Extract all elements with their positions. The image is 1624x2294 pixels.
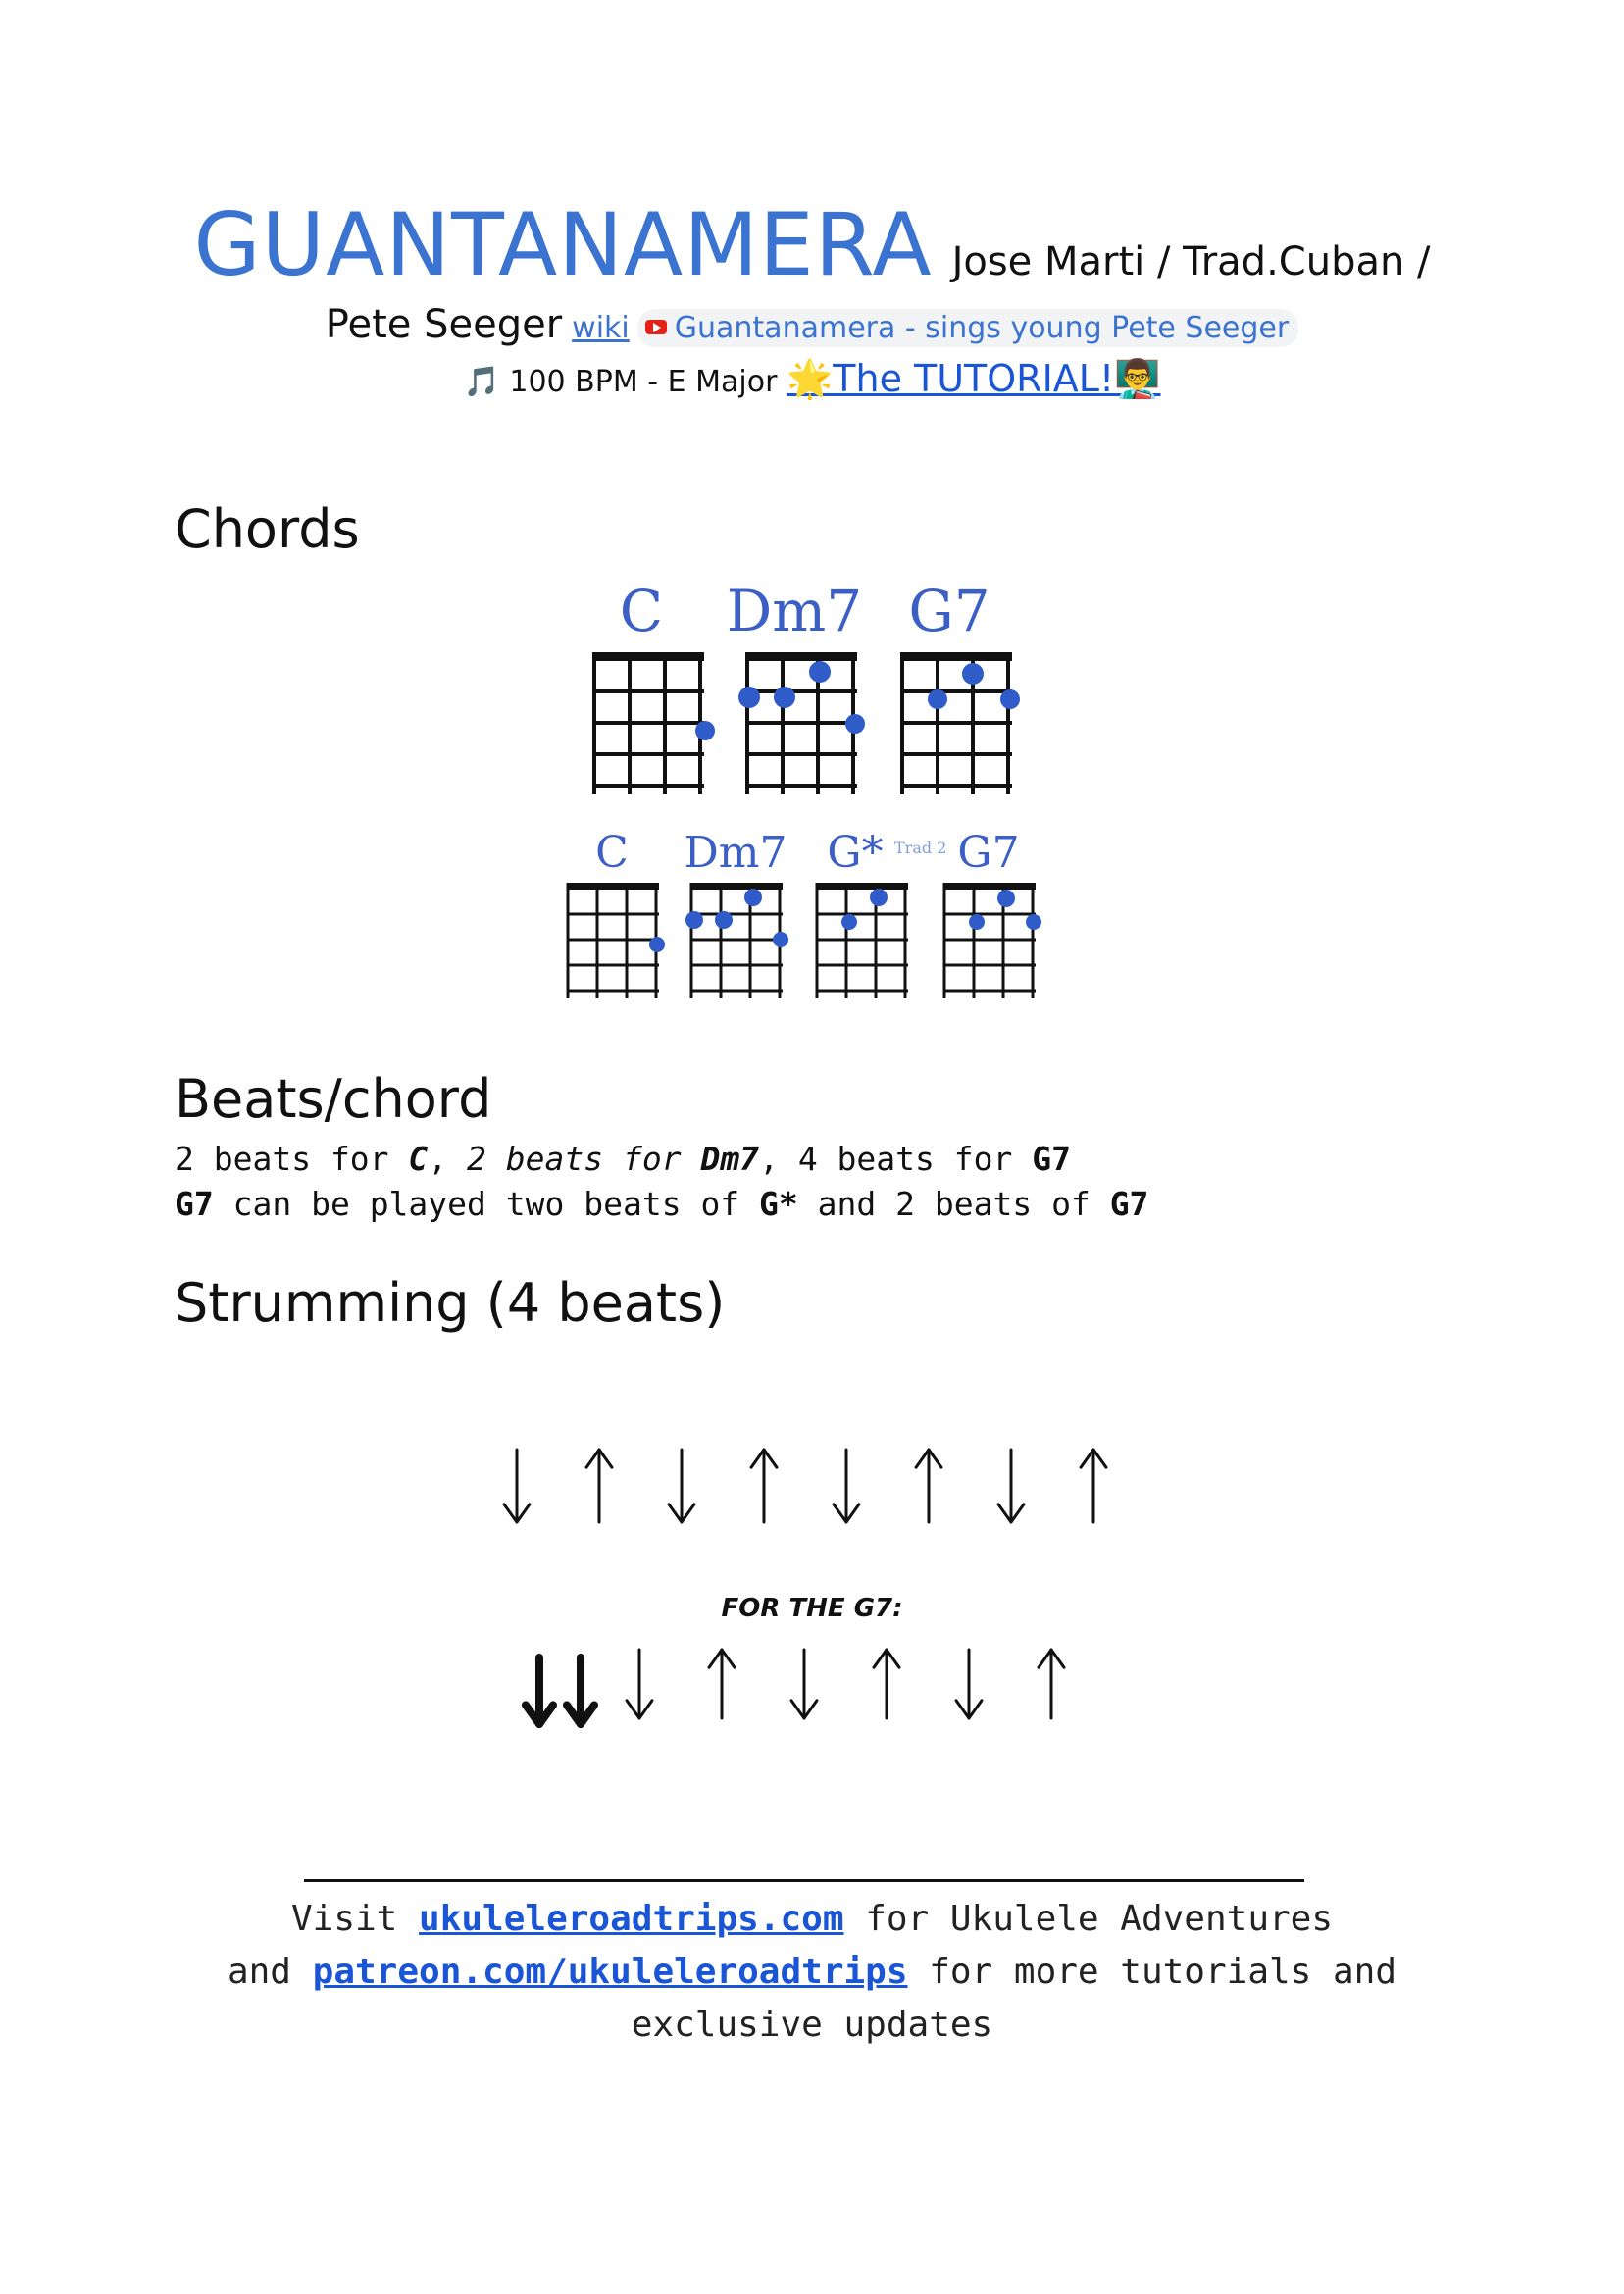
tempo-key: 🎵 100 BPM - E Major [463,365,778,399]
song-title: GUANTANAMERA [193,194,933,295]
down-arrow-icon [504,1450,530,1522]
beats-line-1 [175,1140,1071,1178]
down-arrow-icon [567,1657,594,1724]
chords-heading: Chords [175,498,360,560]
artist-name: Pete Seeger [325,302,563,347]
finger-dot [685,911,703,929]
chord-label: C [619,578,664,644]
footer [0,1893,1624,2052]
finger-dot [738,687,760,708]
beats-text-segment: G* [759,1185,798,1223]
chord-c-row2 [567,828,665,998]
beats-heading: Beats/chord [175,1068,492,1130]
beats-text-segment: G7 [175,1185,214,1223]
finger-dot [715,911,733,929]
finger-dot [841,914,857,930]
finger-dot [774,687,795,708]
footer-line-3: exclusive updates [631,2005,993,2045]
chord-label: G7 [957,828,1020,878]
footer-line-2 [0,1946,1624,1999]
wiki-link[interactable]: wiki [572,311,630,345]
strum-pattern-g7 [526,1650,1064,1724]
chord-diagrams [0,0,1624,1079]
beats-text-segment: C [408,1140,429,1178]
strumming-patterns [0,1373,1624,1765]
strum-pattern-main [504,1450,1106,1522]
song-artists: Jose Marti / Trad.Cuban / [951,239,1431,284]
beats-text-segment: , 4 beats for [759,1140,1033,1178]
beats-text-segment: can be played two beats of [213,1185,760,1223]
footer-text-2: for more tutorials and [907,1952,1397,1992]
finger-dot [744,889,762,906]
footer-visit: Visit [290,1899,420,1939]
beats-text-segment: 2 beats for [175,1140,409,1178]
chord-dm7-row2 [685,828,789,998]
finger-dot [962,663,984,685]
beats-text-segment: and 2 beats of [797,1185,1110,1223]
finger-dot [695,721,715,740]
finger-dot [845,714,865,734]
up-arrow-icon [916,1450,941,1522]
finger-dot [969,914,985,930]
up-arrow-icon [586,1450,612,1522]
beats-text-segment: Dm7 [700,1140,760,1178]
down-arrow-icon [998,1450,1024,1522]
finger-dot [773,932,788,947]
beats-text-segment: G7 [1109,1185,1149,1223]
chord-label: Dm7 [684,828,787,878]
site-link[interactable]: ukuleleroadtrips.com [419,1899,844,1939]
down-arrow-icon [956,1650,982,1718]
finger-dot [870,889,888,906]
beats-text-segment: 2 beats for [467,1140,701,1178]
up-arrow-icon [709,1650,735,1718]
chord-label: G* [827,828,884,878]
footer-divider [304,1879,1304,1882]
chord-gstar-row2 [816,828,946,998]
patreon-link[interactable]: patreon.com/ukuleleroadtrips [312,1952,908,1992]
beats-text-segment: G7 [1032,1140,1071,1178]
up-arrow-icon [751,1450,777,1522]
chord-label: G7 [908,578,990,644]
g7-pattern-label: FOR THE G7: [721,1594,903,1623]
chord-g7-row1 [900,578,1020,794]
finger-dot [649,937,665,952]
chord-label: Dm7 [726,578,863,644]
footer-and: and [227,1952,313,1992]
video-chip-label: Guantanamera - sings young Pete Seeger [674,311,1290,345]
down-arrow-icon [669,1450,694,1522]
footer-text-1: for Ukulele Adventures [843,1899,1334,1939]
finger-dot [997,890,1015,907]
finger-dot [928,689,947,709]
beats-text-segment: , [428,1140,468,1178]
down-arrow-icon [834,1450,859,1522]
down-arrow-icon [526,1657,553,1724]
up-arrow-icon [1039,1650,1064,1718]
down-arrow-icon [791,1650,817,1718]
chord-dm7-row1 [727,578,865,794]
tutorial-link[interactable]: 🌟The TUTORIAL!👨‍🏫 [786,357,1161,400]
finger-dot [809,661,831,683]
beats-line-2 [175,1185,1148,1223]
up-arrow-icon [874,1650,899,1718]
chord-g7-row2 [943,828,1041,998]
chord-note: Trad 2 [894,839,947,857]
finger-dot [1000,689,1020,709]
strumming-heading: Strumming (4 beats) [175,1272,726,1334]
down-arrow-icon [627,1650,652,1718]
footer-line-1 [0,1893,1624,1946]
chord-c-row1 [592,578,715,794]
finger-dot [1026,914,1041,930]
chord-label: C [595,828,629,878]
up-arrow-icon [1081,1450,1106,1522]
